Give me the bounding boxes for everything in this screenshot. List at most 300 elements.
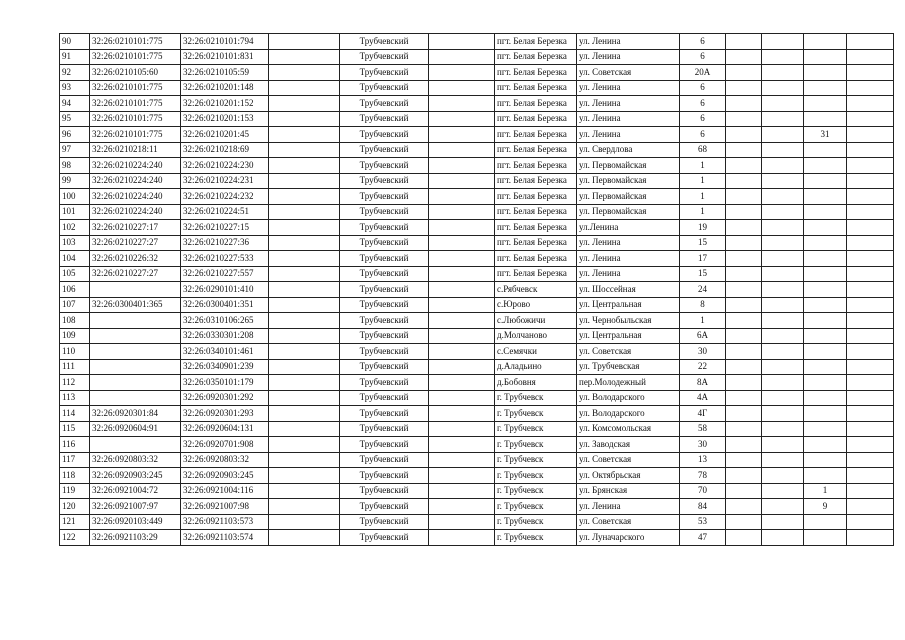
empty-cell: [429, 483, 495, 499]
table-row: [60, 282, 894, 298]
empty-cell: [847, 514, 894, 530]
empty-cell: [269, 189, 340, 205]
cadastral-number-building-cell: 32:26:0210227:36: [181, 235, 269, 251]
locality-cell: пгт. Белая Березка: [495, 204, 577, 220]
locality-cell: г. Трубчевск: [495, 514, 577, 530]
empty-cell: [762, 359, 804, 375]
empty-cell: [847, 49, 894, 65]
empty-cell: [847, 173, 894, 189]
empty-cell: [762, 204, 804, 220]
empty-cell: [726, 34, 762, 50]
house-number-cell: 70: [680, 483, 726, 499]
cadastral-number-building-cell: 32:26:0920301:292: [181, 390, 269, 406]
cadastral-number-parcel-cell: [90, 390, 181, 406]
empty-cell: [269, 375, 340, 391]
empty-cell: [762, 251, 804, 267]
empty-cell: [726, 127, 762, 143]
row-number-cell: 110: [60, 344, 90, 360]
extra-count-cell: [804, 173, 847, 189]
district-cell: Трубчевский: [340, 390, 429, 406]
empty-cell: [429, 34, 495, 50]
extra-count-cell: [804, 158, 847, 174]
empty-cell: [762, 158, 804, 174]
cadastral-number-parcel-cell: 32:26:0210224:240: [90, 189, 181, 205]
extra-count-cell: [804, 437, 847, 453]
street-cell: ул. Шоссейная: [577, 282, 680, 298]
extra-count-cell: [804, 297, 847, 313]
extra-count-cell: [804, 204, 847, 220]
empty-cell: [726, 96, 762, 112]
street-cell: ул. Свердлова: [577, 142, 680, 158]
table-row: [60, 266, 894, 282]
empty-cell: [847, 313, 894, 329]
empty-cell: [269, 328, 340, 344]
street-cell: ул. Октябрьская: [577, 468, 680, 484]
empty-cell: [726, 266, 762, 282]
street-cell: ул. Луначарского: [577, 530, 680, 546]
empty-cell: [762, 142, 804, 158]
house-number-cell: 4А: [680, 390, 726, 406]
row-number-cell: 122: [60, 530, 90, 546]
locality-cell: пгт. Белая Березка: [495, 251, 577, 267]
district-cell: Трубчевский: [340, 344, 429, 360]
table-row: [60, 499, 894, 515]
street-cell: ул. Ленина: [577, 266, 680, 282]
empty-cell: [269, 220, 340, 236]
empty-cell: [847, 111, 894, 127]
street-cell: ул. Ленина: [577, 235, 680, 251]
empty-cell: [429, 142, 495, 158]
table-row: [60, 514, 894, 530]
table-row: [60, 220, 894, 236]
empty-cell: [429, 96, 495, 112]
empty-cell: [269, 313, 340, 329]
house-number-cell: 17: [680, 251, 726, 267]
empty-cell: [269, 483, 340, 499]
empty-cell: [847, 282, 894, 298]
table-row: [60, 483, 894, 499]
locality-cell: г. Трубчевск: [495, 437, 577, 453]
locality-cell: пгт. Белая Березка: [495, 96, 577, 112]
empty-cell: [726, 204, 762, 220]
cadastral-number-parcel-cell: [90, 375, 181, 391]
extra-count-cell: [804, 282, 847, 298]
district-cell: Трубчевский: [340, 49, 429, 65]
cadastral-number-building-cell: 32:26:0921103:573: [181, 514, 269, 530]
extra-count-cell: [804, 328, 847, 344]
district-cell: Трубчевский: [340, 158, 429, 174]
empty-cell: [269, 235, 340, 251]
empty-cell: [762, 421, 804, 437]
empty-cell: [429, 111, 495, 127]
empty-cell: [726, 80, 762, 96]
empty-cell: [726, 142, 762, 158]
street-cell: ул. Ленина: [577, 96, 680, 112]
table-row: [60, 80, 894, 96]
empty-cell: [269, 127, 340, 143]
row-number-cell: 98: [60, 158, 90, 174]
extra-count-cell: 1: [804, 483, 847, 499]
empty-cell: [429, 390, 495, 406]
street-cell: ул. Центральная: [577, 328, 680, 344]
district-cell: Трубчевский: [340, 235, 429, 251]
cadastral-number-parcel-cell: 32:26:0921004:72: [90, 483, 181, 499]
empty-cell: [269, 499, 340, 515]
row-number-cell: 119: [60, 483, 90, 499]
empty-cell: [847, 499, 894, 515]
house-number-cell: 15: [680, 235, 726, 251]
cadastral-number-parcel-cell: 32:26:0210101:775: [90, 127, 181, 143]
empty-cell: [847, 220, 894, 236]
house-number-cell: 13: [680, 452, 726, 468]
district-cell: Трубчевский: [340, 127, 429, 143]
district-cell: Трубчевский: [340, 96, 429, 112]
cadastral-number-building-cell: 32:26:0210224:231: [181, 173, 269, 189]
locality-cell: г. Трубчевск: [495, 483, 577, 499]
cadastral-number-parcel-cell: 32:26:0210224:240: [90, 158, 181, 174]
locality-cell: г. Трубчевск: [495, 452, 577, 468]
cadastral-number-parcel-cell: 32:26:0920301:84: [90, 406, 181, 422]
empty-cell: [847, 437, 894, 453]
cadastral-number-parcel-cell: 32:26:0921103:29: [90, 530, 181, 546]
locality-cell: пгт. Белая Березка: [495, 220, 577, 236]
cadastral-number-parcel-cell: 32:26:0210101:775: [90, 111, 181, 127]
register-table: [59, 33, 894, 546]
locality-cell: пгт. Белая Березка: [495, 158, 577, 174]
street-cell: ул. Ленина: [577, 499, 680, 515]
extra-count-cell: 31: [804, 127, 847, 143]
empty-cell: [762, 173, 804, 189]
empty-cell: [726, 421, 762, 437]
table-row: [60, 297, 894, 313]
table-row: [60, 468, 894, 484]
locality-cell: пгт. Белая Березка: [495, 266, 577, 282]
district-cell: Трубчевский: [340, 452, 429, 468]
extra-count-cell: [804, 421, 847, 437]
empty-cell: [847, 65, 894, 81]
empty-cell: [269, 80, 340, 96]
row-number-cell: 92: [60, 65, 90, 81]
row-number-cell: 97: [60, 142, 90, 158]
empty-cell: [726, 375, 762, 391]
empty-cell: [847, 483, 894, 499]
table-row: [60, 34, 894, 50]
street-cell: ул. Ленина: [577, 127, 680, 143]
house-number-cell: 15: [680, 266, 726, 282]
cadastral-number-parcel-cell: 32:26:0210226:32: [90, 251, 181, 267]
table-row: [60, 204, 894, 220]
table-row: [60, 235, 894, 251]
empty-cell: [269, 158, 340, 174]
extra-count-cell: [804, 406, 847, 422]
empty-cell: [429, 220, 495, 236]
empty-cell: [269, 34, 340, 50]
empty-cell: [269, 282, 340, 298]
cadastral-number-building-cell: 32:26:0920701:908: [181, 437, 269, 453]
empty-cell: [726, 390, 762, 406]
cadastral-number-parcel-cell: 32:26:0921007:97: [90, 499, 181, 515]
empty-cell: [429, 235, 495, 251]
locality-cell: пгт. Белая Березка: [495, 65, 577, 81]
locality-cell: д.Молчаново: [495, 328, 577, 344]
row-number-cell: 114: [60, 406, 90, 422]
house-number-cell: 6: [680, 80, 726, 96]
empty-cell: [847, 468, 894, 484]
row-number-cell: 109: [60, 328, 90, 344]
empty-cell: [726, 483, 762, 499]
table-row: [60, 406, 894, 422]
street-cell: пер.Молодежный: [577, 375, 680, 391]
house-number-cell: 53: [680, 514, 726, 530]
locality-cell: пгт. Белая Березка: [495, 142, 577, 158]
empty-cell: [847, 80, 894, 96]
row-number-cell: 90: [60, 34, 90, 50]
district-cell: Трубчевский: [340, 266, 429, 282]
empty-cell: [847, 142, 894, 158]
locality-cell: с.Семячки: [495, 344, 577, 360]
empty-cell: [429, 127, 495, 143]
cadastral-number-building-cell: 32:26:0340901:239: [181, 359, 269, 375]
empty-cell: [269, 251, 340, 267]
house-number-cell: 8А: [680, 375, 726, 391]
district-cell: Трубчевский: [340, 499, 429, 515]
locality-cell: г. Трубчевск: [495, 530, 577, 546]
empty-cell: [269, 406, 340, 422]
empty-cell: [762, 375, 804, 391]
street-cell: ул. Ленина: [577, 111, 680, 127]
row-number-cell: 106: [60, 282, 90, 298]
empty-cell: [429, 468, 495, 484]
cadastral-number-building-cell: 32:26:0210227:533: [181, 251, 269, 267]
empty-cell: [762, 34, 804, 50]
empty-cell: [269, 204, 340, 220]
cadastral-number-building-cell: 32:26:0210224:232: [181, 189, 269, 205]
empty-cell: [762, 80, 804, 96]
empty-cell: [726, 158, 762, 174]
empty-cell: [847, 375, 894, 391]
street-cell: ул. Чернобыльская: [577, 313, 680, 329]
district-cell: Трубчевский: [340, 34, 429, 50]
empty-cell: [269, 96, 340, 112]
house-number-cell: 8: [680, 297, 726, 313]
locality-cell: г. Трубчевск: [495, 499, 577, 515]
extra-count-cell: [804, 220, 847, 236]
empty-cell: [847, 390, 894, 406]
empty-cell: [762, 344, 804, 360]
empty-cell: [847, 204, 894, 220]
empty-cell: [726, 297, 762, 313]
empty-cell: [762, 297, 804, 313]
empty-cell: [762, 49, 804, 65]
row-number-cell: 105: [60, 266, 90, 282]
empty-cell: [762, 468, 804, 484]
empty-cell: [847, 328, 894, 344]
house-number-cell: 20А: [680, 65, 726, 81]
cadastral-number-parcel-cell: 32:26:0210227:27: [90, 235, 181, 251]
empty-cell: [269, 437, 340, 453]
house-number-cell: 1: [680, 204, 726, 220]
house-number-cell: 6: [680, 49, 726, 65]
house-number-cell: 78: [680, 468, 726, 484]
cadastral-number-parcel-cell: 32:26:0210227:27: [90, 266, 181, 282]
empty-cell: [429, 173, 495, 189]
empty-cell: [726, 49, 762, 65]
cadastral-number-building-cell: 32:26:0300401:351: [181, 297, 269, 313]
empty-cell: [429, 297, 495, 313]
empty-cell: [847, 96, 894, 112]
empty-cell: [847, 34, 894, 50]
cadastral-number-parcel-cell: [90, 437, 181, 453]
empty-cell: [429, 189, 495, 205]
cadastral-number-parcel-cell: [90, 282, 181, 298]
district-cell: Трубчевский: [340, 514, 429, 530]
extra-count-cell: [804, 235, 847, 251]
row-number-cell: 107: [60, 297, 90, 313]
cadastral-number-parcel-cell: 32:26:0210101:775: [90, 80, 181, 96]
street-cell: ул. Центральная: [577, 297, 680, 313]
table-row: [60, 530, 894, 546]
empty-cell: [847, 235, 894, 251]
cadastral-number-parcel-cell: 32:26:0920803:32: [90, 452, 181, 468]
extra-count-cell: [804, 344, 847, 360]
district-cell: Трубчевский: [340, 297, 429, 313]
district-cell: Трубчевский: [340, 282, 429, 298]
empty-cell: [269, 514, 340, 530]
empty-cell: [762, 452, 804, 468]
district-cell: Трубчевский: [340, 437, 429, 453]
empty-cell: [762, 282, 804, 298]
empty-cell: [726, 514, 762, 530]
table-row: [60, 158, 894, 174]
row-number-cell: 103: [60, 235, 90, 251]
district-cell: Трубчевский: [340, 173, 429, 189]
street-cell: ул. Советская: [577, 514, 680, 530]
empty-cell: [726, 189, 762, 205]
table-row: [60, 127, 894, 143]
cadastral-number-building-cell: 32:26:0340101:461: [181, 344, 269, 360]
cadastral-number-building-cell: 32:26:0921103:574: [181, 530, 269, 546]
empty-cell: [726, 251, 762, 267]
locality-cell: д.Бобовня: [495, 375, 577, 391]
empty-cell: [847, 127, 894, 143]
street-cell: ул. Володарского: [577, 390, 680, 406]
empty-cell: [429, 530, 495, 546]
table-row: [60, 65, 894, 81]
empty-cell: [726, 282, 762, 298]
extra-count-cell: [804, 514, 847, 530]
table-row: [60, 49, 894, 65]
empty-cell: [726, 111, 762, 127]
house-number-cell: 1: [680, 313, 726, 329]
extra-count-cell: [804, 49, 847, 65]
house-number-cell: 30: [680, 344, 726, 360]
table-row: [60, 359, 894, 375]
cadastral-number-building-cell: 32:26:0920803:32: [181, 452, 269, 468]
empty-cell: [762, 266, 804, 282]
row-number-cell: 120: [60, 499, 90, 515]
cadastral-number-building-cell: 32:26:0921007:98: [181, 499, 269, 515]
table-row: [60, 328, 894, 344]
extra-count-cell: [804, 34, 847, 50]
cadastral-number-parcel-cell: 32:26:0210224:240: [90, 173, 181, 189]
empty-cell: [847, 266, 894, 282]
cadastral-number-building-cell: 32:26:0210227:15: [181, 220, 269, 236]
row-number-cell: 101: [60, 204, 90, 220]
empty-cell: [762, 127, 804, 143]
cadastral-number-parcel-cell: 32:26:0210224:240: [90, 204, 181, 220]
house-number-cell: 47: [680, 530, 726, 546]
locality-cell: пгт. Белая Березка: [495, 189, 577, 205]
extra-count-cell: [804, 468, 847, 484]
cadastral-number-building-cell: 32:26:0290101:410: [181, 282, 269, 298]
empty-cell: [726, 313, 762, 329]
empty-cell: [847, 421, 894, 437]
street-cell: ул. Первомайская: [577, 158, 680, 174]
empty-cell: [762, 111, 804, 127]
row-number-cell: 116: [60, 437, 90, 453]
row-number-cell: 96: [60, 127, 90, 143]
empty-cell: [847, 452, 894, 468]
table-row: [60, 251, 894, 267]
locality-cell: г. Трубчевск: [495, 421, 577, 437]
empty-cell: [269, 421, 340, 437]
table-row: [60, 344, 894, 360]
house-number-cell: 1: [680, 173, 726, 189]
cadastral-number-parcel-cell: 32:26:0920604:91: [90, 421, 181, 437]
empty-cell: [847, 530, 894, 546]
district-cell: Трубчевский: [340, 204, 429, 220]
empty-cell: [847, 344, 894, 360]
row-number-cell: 121: [60, 514, 90, 530]
empty-cell: [726, 344, 762, 360]
empty-cell: [762, 514, 804, 530]
empty-cell: [847, 297, 894, 313]
street-cell: ул.Ленина: [577, 220, 680, 236]
table-row: [60, 96, 894, 112]
cadastral-number-building-cell: 32:26:0350101:179: [181, 375, 269, 391]
empty-cell: [269, 530, 340, 546]
cadastral-number-building-cell: 32:26:0210101:831: [181, 49, 269, 65]
row-number-cell: 100: [60, 189, 90, 205]
cadastral-number-building-cell: 32:26:0920604:131: [181, 421, 269, 437]
cadastral-number-building-cell: 32:26:0210227:557: [181, 266, 269, 282]
locality-cell: г. Трубчевск: [495, 468, 577, 484]
row-number-cell: 113: [60, 390, 90, 406]
locality-cell: пгт. Белая Березка: [495, 127, 577, 143]
empty-cell: [762, 189, 804, 205]
cadastral-number-building-cell: 32:26:0210224:51: [181, 204, 269, 220]
row-number-cell: 99: [60, 173, 90, 189]
extra-count-cell: [804, 313, 847, 329]
cadastral-number-building-cell: 32:26:0210218:69: [181, 142, 269, 158]
street-cell: ул. Советская: [577, 452, 680, 468]
house-number-cell: 24: [680, 282, 726, 298]
street-cell: ул. Первомайская: [577, 204, 680, 220]
street-cell: ул. Заводская: [577, 437, 680, 453]
empty-cell: [762, 235, 804, 251]
table-row: [60, 452, 894, 468]
empty-cell: [726, 328, 762, 344]
street-cell: ул. Первомайская: [577, 173, 680, 189]
empty-cell: [429, 80, 495, 96]
empty-cell: [762, 530, 804, 546]
empty-cell: [429, 499, 495, 515]
empty-cell: [726, 437, 762, 453]
row-number-cell: 111: [60, 359, 90, 375]
cadastral-number-building-cell: 32:26:0921004:116: [181, 483, 269, 499]
row-number-cell: 93: [60, 80, 90, 96]
extra-count-cell: [804, 65, 847, 81]
